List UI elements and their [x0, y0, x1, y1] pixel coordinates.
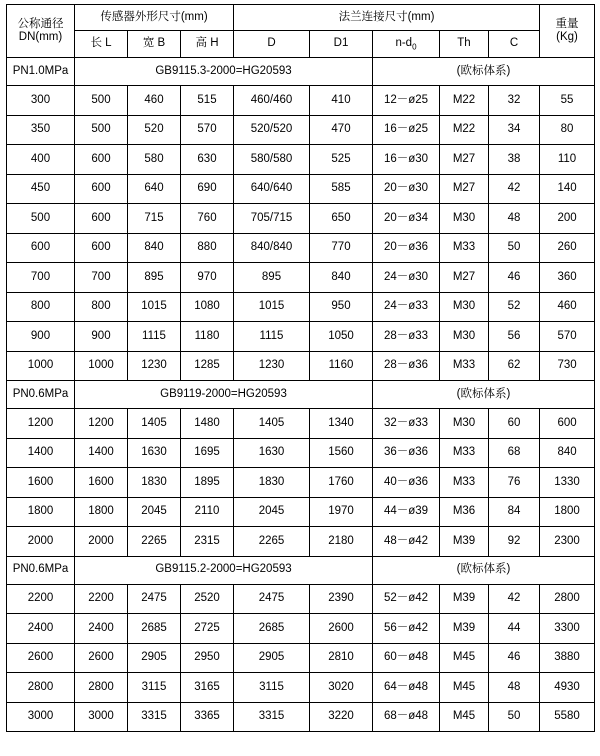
- table-cell: 2265: [234, 527, 310, 557]
- table-cell: 525: [310, 145, 373, 175]
- table-cell: 895: [128, 263, 181, 293]
- table-cell: 840: [540, 438, 595, 468]
- table-cell: 520/520: [234, 115, 310, 145]
- table-cell: 4930: [540, 673, 595, 703]
- table-cell: 970: [181, 263, 234, 293]
- table-cell: 2390: [310, 584, 373, 614]
- header-col-th: Th: [440, 31, 489, 58]
- table-cell: 260: [540, 233, 595, 263]
- table-cell: 3300: [540, 614, 595, 644]
- table-cell: 1630: [128, 438, 181, 468]
- table-cell: 1830: [128, 468, 181, 498]
- table-cell: 2950: [181, 643, 234, 673]
- table-cell: 2800: [75, 673, 128, 703]
- table-cell: 1330: [540, 468, 595, 498]
- table-cell: 40－ø36: [373, 468, 440, 498]
- table-cell: 60: [489, 409, 540, 439]
- header-dn-line1: 公称通径: [17, 17, 64, 30]
- table-cell: 24－ø33: [373, 292, 440, 322]
- table-cell: 1560: [310, 438, 373, 468]
- section-note: (欧标体系): [373, 58, 595, 86]
- table-row: [7, 115, 595, 145]
- table-cell: 1000: [75, 351, 128, 381]
- header-weight-line2: (Kg): [556, 31, 578, 43]
- table-cell: 92: [489, 527, 540, 557]
- table-cell: 730: [540, 351, 595, 381]
- table-cell: 705/715: [234, 204, 310, 234]
- table-row: [7, 643, 595, 673]
- table-cell: 2520: [181, 584, 234, 614]
- table-row: [7, 614, 595, 644]
- table-cell: 48: [489, 673, 540, 703]
- table-cell: 690: [181, 174, 234, 204]
- table-cell: 1405: [234, 409, 310, 439]
- table-cell: 600: [75, 174, 128, 204]
- table-cell: 1015: [128, 292, 181, 322]
- table-cell: 1230: [234, 351, 310, 381]
- table-cell: 600: [75, 145, 128, 175]
- table-cell: 28－ø36: [373, 351, 440, 381]
- table-cell: M30: [440, 292, 489, 322]
- table-cell: 580/580: [234, 145, 310, 175]
- table-row: [7, 263, 595, 293]
- table-cell: 68－ø48: [373, 702, 440, 732]
- table-cell: 1080: [181, 292, 234, 322]
- header-sensor-dims: 传感器外形尺寸(mm): [75, 5, 234, 31]
- table-cell: 650: [310, 204, 373, 234]
- table-cell: 3000: [75, 702, 128, 732]
- table-cell: 2600: [310, 614, 373, 644]
- table-cell: 520: [128, 115, 181, 145]
- table-cell: 500: [75, 115, 128, 145]
- table-cell: M36: [440, 497, 489, 527]
- header-col-nd: [373, 31, 440, 58]
- table-cell: 580: [128, 145, 181, 175]
- section-standard: GB9119-2000=HG20593: [75, 381, 373, 409]
- section-header-row: [7, 58, 595, 86]
- table-cell: 2800: [7, 673, 75, 703]
- table-cell: 1480: [181, 409, 234, 439]
- header-col-width: 宽 B: [128, 31, 181, 58]
- table-cell: 3315: [128, 702, 181, 732]
- table-cell: 500: [7, 204, 75, 234]
- table-cell: 3000: [7, 702, 75, 732]
- table-cell: 630: [181, 145, 234, 175]
- header-row-columns: [7, 31, 595, 58]
- table-row: [7, 86, 595, 116]
- table-cell: M33: [440, 438, 489, 468]
- table-cell: 16－ø30: [373, 145, 440, 175]
- table-cell: 1340: [310, 409, 373, 439]
- table-cell: 600: [7, 233, 75, 263]
- header-col-c: C: [489, 31, 540, 58]
- table-cell: 900: [75, 322, 128, 352]
- table-row: [7, 351, 595, 381]
- table-cell: M30: [440, 322, 489, 352]
- table-cell: 800: [7, 292, 75, 322]
- section-header-row: [7, 381, 595, 409]
- table-cell: 640/640: [234, 174, 310, 204]
- table-cell: 1830: [234, 468, 310, 498]
- table-cell: 1200: [75, 409, 128, 439]
- table-cell: 1050: [310, 322, 373, 352]
- table-cell: M33: [440, 233, 489, 263]
- table-cell: 80: [540, 115, 595, 145]
- table-cell: 1400: [75, 438, 128, 468]
- table-cell: 42: [489, 584, 540, 614]
- table-cell: 1405: [128, 409, 181, 439]
- table-cell: 32－ø33: [373, 409, 440, 439]
- table-cell: 2045: [234, 497, 310, 527]
- header-row-groups: [7, 5, 595, 31]
- table-cell: 20－ø36: [373, 233, 440, 263]
- table-cell: 470: [310, 115, 373, 145]
- table-cell: 48－ø42: [373, 527, 440, 557]
- section-standard: GB9115.2-2000=HG20593: [75, 556, 373, 584]
- section-header-row: [7, 556, 595, 584]
- header-col-nd-text: n-d: [395, 36, 413, 49]
- table-cell: 2685: [234, 614, 310, 644]
- table-cell: 2725: [181, 614, 234, 644]
- table-cell: 2045: [128, 497, 181, 527]
- table-cell: 585: [310, 174, 373, 204]
- table-cell: 2200: [75, 584, 128, 614]
- table-row: [7, 438, 595, 468]
- table-cell: 60－ø48: [373, 643, 440, 673]
- table-cell: M45: [440, 673, 489, 703]
- table-cell: 2905: [234, 643, 310, 673]
- table-cell: 700: [75, 263, 128, 293]
- table-cell: 28－ø33: [373, 322, 440, 352]
- table-cell: 20－ø34: [373, 204, 440, 234]
- table-cell: 600: [75, 233, 128, 263]
- section-note: (欧标体系): [373, 381, 595, 409]
- table-cell: 50: [489, 233, 540, 263]
- table-cell: 1115: [128, 322, 181, 352]
- table-cell: 2685: [128, 614, 181, 644]
- table-cell: 1760: [310, 468, 373, 498]
- table-cell: 2000: [75, 527, 128, 557]
- table-row: [7, 233, 595, 263]
- table-row: [7, 292, 595, 322]
- table-row: [7, 673, 595, 703]
- table-cell: 460/460: [234, 86, 310, 116]
- table-cell: 1600: [75, 468, 128, 498]
- table-body: [7, 5, 595, 732]
- table-cell: 715: [128, 204, 181, 234]
- table-cell: 770: [310, 233, 373, 263]
- header-col-d1: D1: [310, 31, 373, 58]
- table-cell: 600: [75, 204, 128, 234]
- table-cell: 16－ø25: [373, 115, 440, 145]
- table-row: [7, 174, 595, 204]
- table-cell: 200: [540, 204, 595, 234]
- table-cell: 3115: [234, 673, 310, 703]
- table-cell: 300: [7, 86, 75, 116]
- table-cell: 2110: [181, 497, 234, 527]
- table-cell: 48: [489, 204, 540, 234]
- table-cell: 600: [540, 409, 595, 439]
- table-cell: M30: [440, 204, 489, 234]
- table-cell: 1200: [7, 409, 75, 439]
- table-cell: 3365: [181, 702, 234, 732]
- table-cell: 760: [181, 204, 234, 234]
- table-cell: 460: [540, 292, 595, 322]
- table-cell: 1400: [7, 438, 75, 468]
- table-cell: 460: [128, 86, 181, 116]
- table-cell: 1800: [7, 497, 75, 527]
- table-cell: 1970: [310, 497, 373, 527]
- table-cell: 36－ø36: [373, 438, 440, 468]
- table-cell: 450: [7, 174, 75, 204]
- table-cell: 2905: [128, 643, 181, 673]
- table-cell: M45: [440, 643, 489, 673]
- section-note: (欧标体系): [373, 556, 595, 584]
- table-cell: 2315: [181, 527, 234, 557]
- table-cell: 34: [489, 115, 540, 145]
- table-cell: 1115: [234, 322, 310, 352]
- table-cell: 2400: [75, 614, 128, 644]
- header-weight-line1: 重量: [555, 17, 579, 30]
- table-cell: M33: [440, 468, 489, 498]
- table-cell: M22: [440, 86, 489, 116]
- table-row: [7, 702, 595, 732]
- table-cell: 44－ø39: [373, 497, 440, 527]
- table-cell: 880: [181, 233, 234, 263]
- table-cell: 140: [540, 174, 595, 204]
- table-cell: 55: [540, 86, 595, 116]
- table-cell: 2800: [540, 584, 595, 614]
- table-row: [7, 322, 595, 352]
- table-cell: 1800: [540, 497, 595, 527]
- table-cell: 570: [181, 115, 234, 145]
- table-cell: M30: [440, 409, 489, 439]
- table-cell: 1180: [181, 322, 234, 352]
- section-pressure: PN1.0MPa: [7, 58, 75, 86]
- table-row: [7, 527, 595, 557]
- header-flange-dims: 法兰连接尺寸(mm): [234, 5, 540, 31]
- table-cell: 20－ø30: [373, 174, 440, 204]
- table-cell: M27: [440, 145, 489, 175]
- table-cell: 38: [489, 145, 540, 175]
- table-cell: 950: [310, 292, 373, 322]
- table-cell: 32: [489, 86, 540, 116]
- section-pressure: PN0.6MPa: [7, 381, 75, 409]
- table-cell: 56－ø42: [373, 614, 440, 644]
- table-cell: 2475: [234, 584, 310, 614]
- table-cell: 110: [540, 145, 595, 175]
- table-cell: 1895: [181, 468, 234, 498]
- table-cell: 3220: [310, 702, 373, 732]
- table-cell: 44: [489, 614, 540, 644]
- table-cell: 1000: [7, 351, 75, 381]
- table-cell: 46: [489, 643, 540, 673]
- table-cell: 640: [128, 174, 181, 204]
- table-cell: 900: [7, 322, 75, 352]
- table-cell: M39: [440, 527, 489, 557]
- table-cell: 2200: [7, 584, 75, 614]
- table-cell: 12－ø25: [373, 86, 440, 116]
- table-cell: 3880: [540, 643, 595, 673]
- table-cell: 700: [7, 263, 75, 293]
- table-cell: 52－ø42: [373, 584, 440, 614]
- table-cell: 50: [489, 702, 540, 732]
- table-cell: 2400: [7, 614, 75, 644]
- table-cell: 3020: [310, 673, 373, 703]
- header-weight: [540, 5, 595, 58]
- table-cell: 3315: [234, 702, 310, 732]
- table-cell: 1630: [234, 438, 310, 468]
- table-cell: 1015: [234, 292, 310, 322]
- table-cell: 5580: [540, 702, 595, 732]
- table-cell: 2300: [540, 527, 595, 557]
- table-cell: 840: [310, 263, 373, 293]
- section-pressure: PN0.6MPa: [7, 556, 75, 584]
- table-cell: 840/840: [234, 233, 310, 263]
- table-cell: 800: [75, 292, 128, 322]
- table-cell: 1600: [7, 468, 75, 498]
- table-cell: 24－ø30: [373, 263, 440, 293]
- table-cell: M22: [440, 115, 489, 145]
- table-row: [7, 204, 595, 234]
- table-cell: 410: [310, 86, 373, 116]
- table-cell: 62: [489, 351, 540, 381]
- table-cell: 52: [489, 292, 540, 322]
- table-row: [7, 409, 595, 439]
- table-cell: 2265: [128, 527, 181, 557]
- table-cell: M27: [440, 263, 489, 293]
- header-col-d: D: [234, 31, 310, 58]
- section-standard: GB9115.3-2000=HG20593: [75, 58, 373, 86]
- table-cell: 84: [489, 497, 540, 527]
- table-cell: 1230: [128, 351, 181, 381]
- table-cell: 2180: [310, 527, 373, 557]
- header-dn-line2: DN(mm): [18, 31, 63, 43]
- table-cell: 400: [7, 145, 75, 175]
- table-cell: 56: [489, 322, 540, 352]
- table-cell: 1160: [310, 351, 373, 381]
- table-cell: M33: [440, 351, 489, 381]
- table-cell: 68: [489, 438, 540, 468]
- table-cell: 840: [128, 233, 181, 263]
- header-col-nd-sub: 0: [412, 42, 417, 52]
- table-cell: 2600: [75, 643, 128, 673]
- table-cell: 3115: [128, 673, 181, 703]
- table-cell: 2810: [310, 643, 373, 673]
- header-col-height: 高 H: [181, 31, 234, 58]
- table-cell: M45: [440, 702, 489, 732]
- table-cell: 515: [181, 86, 234, 116]
- table-cell: 76: [489, 468, 540, 498]
- header-col-length: 长 L: [75, 31, 128, 58]
- table-row: [7, 145, 595, 175]
- table-cell: 2000: [7, 527, 75, 557]
- specification-table: [6, 4, 595, 732]
- table-cell: 3165: [181, 673, 234, 703]
- table-cell: 1800: [75, 497, 128, 527]
- table-row: [7, 584, 595, 614]
- table-cell: M39: [440, 584, 489, 614]
- table-cell: 1695: [181, 438, 234, 468]
- table-cell: 350: [7, 115, 75, 145]
- table-row: [7, 497, 595, 527]
- table-cell: 2600: [7, 643, 75, 673]
- table-cell: M27: [440, 174, 489, 204]
- table-row: [7, 468, 595, 498]
- table-cell: 1285: [181, 351, 234, 381]
- table-cell: 64－ø48: [373, 673, 440, 703]
- table-cell: 2475: [128, 584, 181, 614]
- table-cell: 570: [540, 322, 595, 352]
- table-cell: M39: [440, 614, 489, 644]
- table-cell: 42: [489, 174, 540, 204]
- table-cell: 500: [75, 86, 128, 116]
- table-cell: 46: [489, 263, 540, 293]
- table-cell: 360: [540, 263, 595, 293]
- header-dn: [7, 5, 75, 58]
- table-cell: 895: [234, 263, 310, 293]
